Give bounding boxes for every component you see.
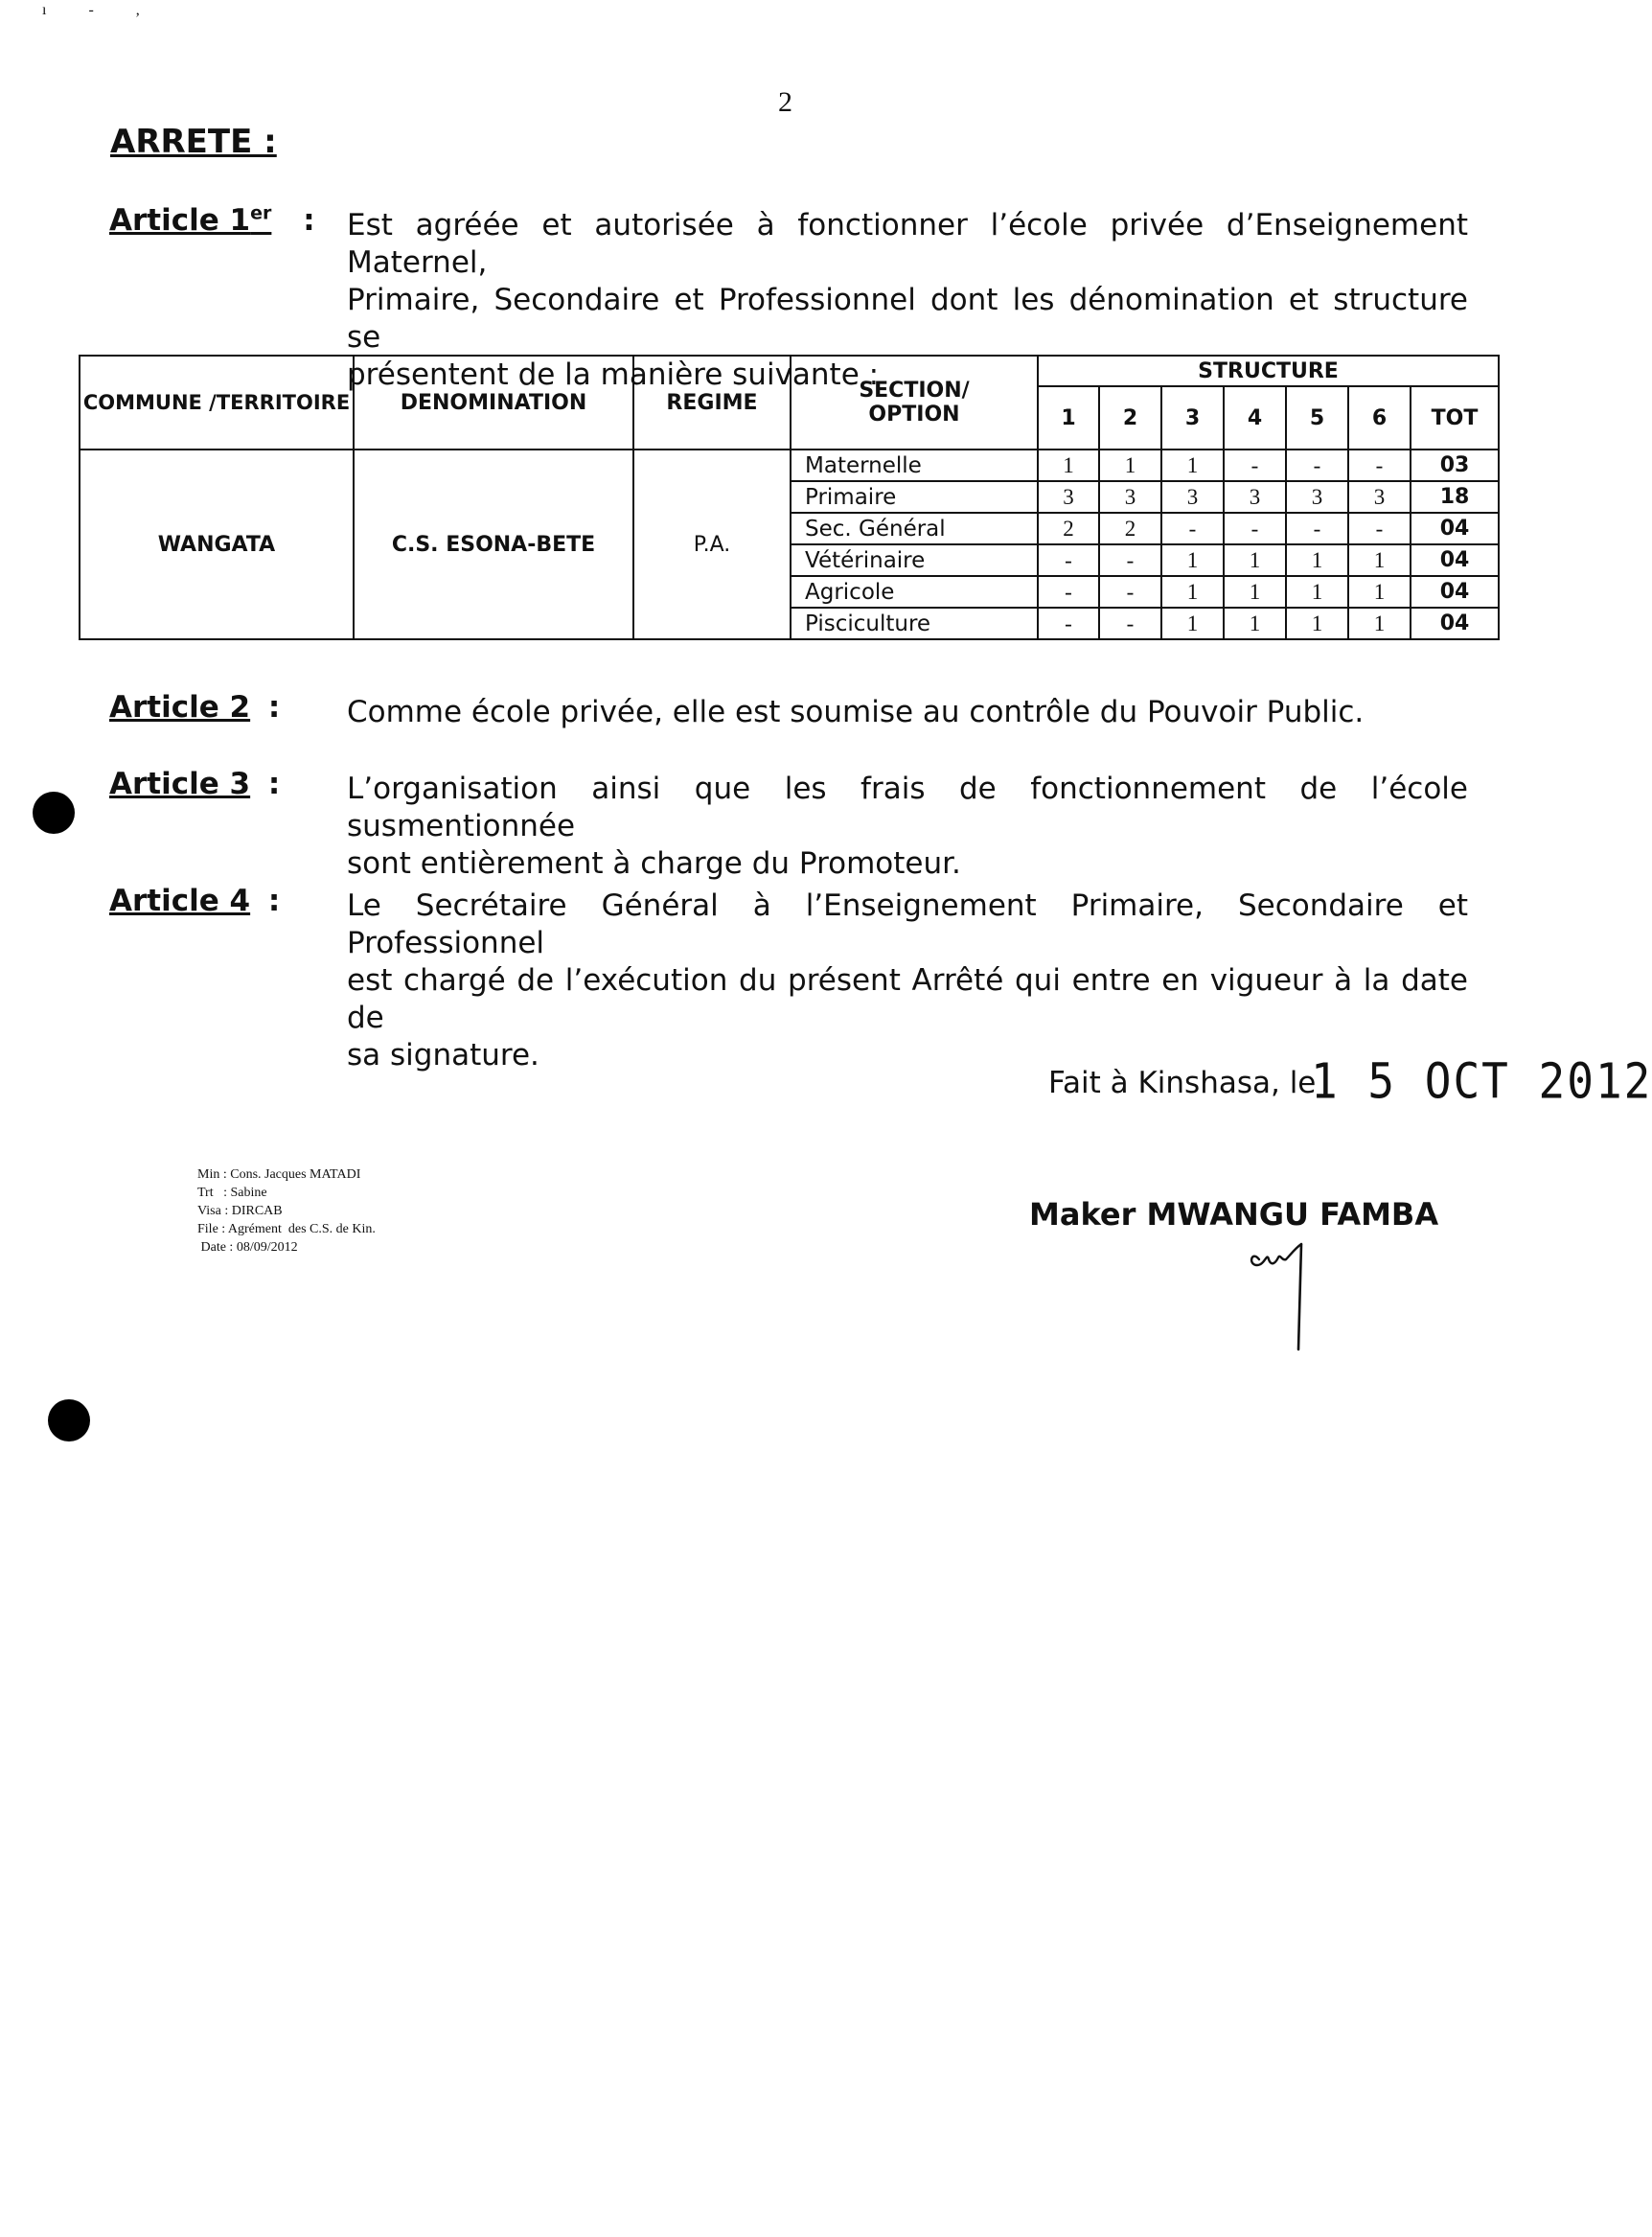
header-section-option: SECTION/ OPTION [791,356,1038,450]
table-row [80,450,1499,481]
reference-line: Date : 08/09/2012 [197,1240,298,1255]
level-cell: - [1099,544,1161,576]
decree-heading: ARRETE : [110,123,277,161]
article-1-label: Article 1er : [109,203,315,239]
article-4-text: Le Secrétaire Général à l’Enseignement Primaire, Secondaire et Professionnel est chargé de l’exécution du présent Arrêté qui entre en vigueur à la date de sa signature. [347,888,1468,1072]
handwritten-signature [1246,1236,1332,1361]
level-cell: - [1348,450,1411,481]
date-stamp: 1 5 OCT 2012 [1311,1052,1652,1110]
level-cell: 3 [1161,481,1224,513]
article-2-label: Article 2 : [109,690,281,725]
article-2-text: Comme école privée, elle est soumise au contrôle du Pouvoir Public. [347,695,1365,729]
level-cell: 2 [1099,513,1161,544]
punch-hole [48,1399,90,1441]
section-cell: Sec. Général [791,513,1038,544]
header-commune: COMMUNE /TERRITOIRE [80,356,354,450]
reference-line: Visa : DIRCAB [197,1204,283,1218]
level-cell: 3 [1038,481,1099,513]
header-level: 6 [1348,386,1411,450]
header-level: 3 [1161,386,1224,450]
page-number: 2 [778,86,792,118]
total-cell: 04 [1411,513,1499,544]
section-cell: Maternelle [791,450,1038,481]
structure-table [79,355,1500,640]
level-cell: 1 [1161,544,1224,576]
level-cell: - [1099,608,1161,639]
level-cell: 1 [1161,576,1224,608]
header-denomination: DENOMINATION [354,356,633,450]
level-cell: 1 [1224,608,1286,639]
section-cell: Primaire [791,481,1038,513]
level-cell: 1 [1161,608,1224,639]
header-total: TOT [1411,386,1499,450]
level-cell: - [1161,513,1224,544]
level-cell: 3 [1224,481,1286,513]
section-cell: Pisciculture [791,608,1038,639]
reference-line: Trt : Sabine [197,1186,267,1200]
signatory-name: Maker MWANGU FAMBA [1029,1196,1439,1233]
level-cell: 1 [1286,608,1348,639]
place-date-label: Fait à Kinshasa, le [1048,1066,1317,1100]
level-cell: 1 [1286,576,1348,608]
article-1-text: Est agréée et autorisée à fonctionner l’école privée d’Enseignement Maternel, Primaire, Secondaire et Professionnel dont les dénomination et structure se présentent de la manière suivante : [347,208,1468,392]
reference-line: Min : Cons. Jacques MATADI [197,1167,361,1182]
header-level: 4 [1224,386,1286,450]
corner-mark: ı - , [42,2,159,18]
level-cell: 1 [1348,608,1411,639]
article-3-label: Article 3 : [109,767,281,801]
level-cell: 3 [1099,481,1161,513]
reference-line: File : Agrément des C.S. de Kin. [197,1222,376,1236]
level-cell: 1 [1348,576,1411,608]
header-level: 1 [1038,386,1099,450]
header-level: 2 [1099,386,1161,450]
level-cell: 1 [1099,450,1161,481]
level-cell: 1 [1348,544,1411,576]
header-regime: REGIME [633,356,791,450]
level-cell: - [1286,450,1348,481]
level-cell: 1 [1161,450,1224,481]
punch-hole [33,792,75,834]
regime-cell: P.A. [633,450,791,639]
level-cell: 3 [1348,481,1411,513]
level-cell: 1 [1224,576,1286,608]
total-cell: 04 [1411,576,1499,608]
denomination-cell: C.S. ESONA-BETE [354,450,633,639]
article-3-text: L’organisation ainsi que les frais de fonctionnement de l’école susmentionnée sont entièrement à charge du Promoteur. [347,772,1468,881]
header-structure: STRUCTURE [1038,356,1499,386]
section-cell: Agricole [791,576,1038,608]
level-cell: 2 [1038,513,1099,544]
total-cell: 03 [1411,450,1499,481]
total-cell: 04 [1411,544,1499,576]
level-cell: 1 [1224,544,1286,576]
commune-cell: WANGATA [80,450,354,639]
level-cell: - [1224,450,1286,481]
header-level: 5 [1286,386,1348,450]
total-cell: 18 [1411,481,1499,513]
level-cell: - [1286,513,1348,544]
level-cell: - [1099,576,1161,608]
level-cell: - [1038,576,1099,608]
level-cell: 1 [1038,450,1099,481]
total-cell: 04 [1411,608,1499,639]
level-cell: - [1348,513,1411,544]
level-cell: - [1038,544,1099,576]
article-4-label: Article 4 : [109,884,281,918]
level-cell: 1 [1286,544,1348,576]
section-cell: Vétérinaire [791,544,1038,576]
level-cell: - [1224,513,1286,544]
reference-block [197,1165,376,1257]
level-cell: - [1038,608,1099,639]
level-cell: 3 [1286,481,1348,513]
